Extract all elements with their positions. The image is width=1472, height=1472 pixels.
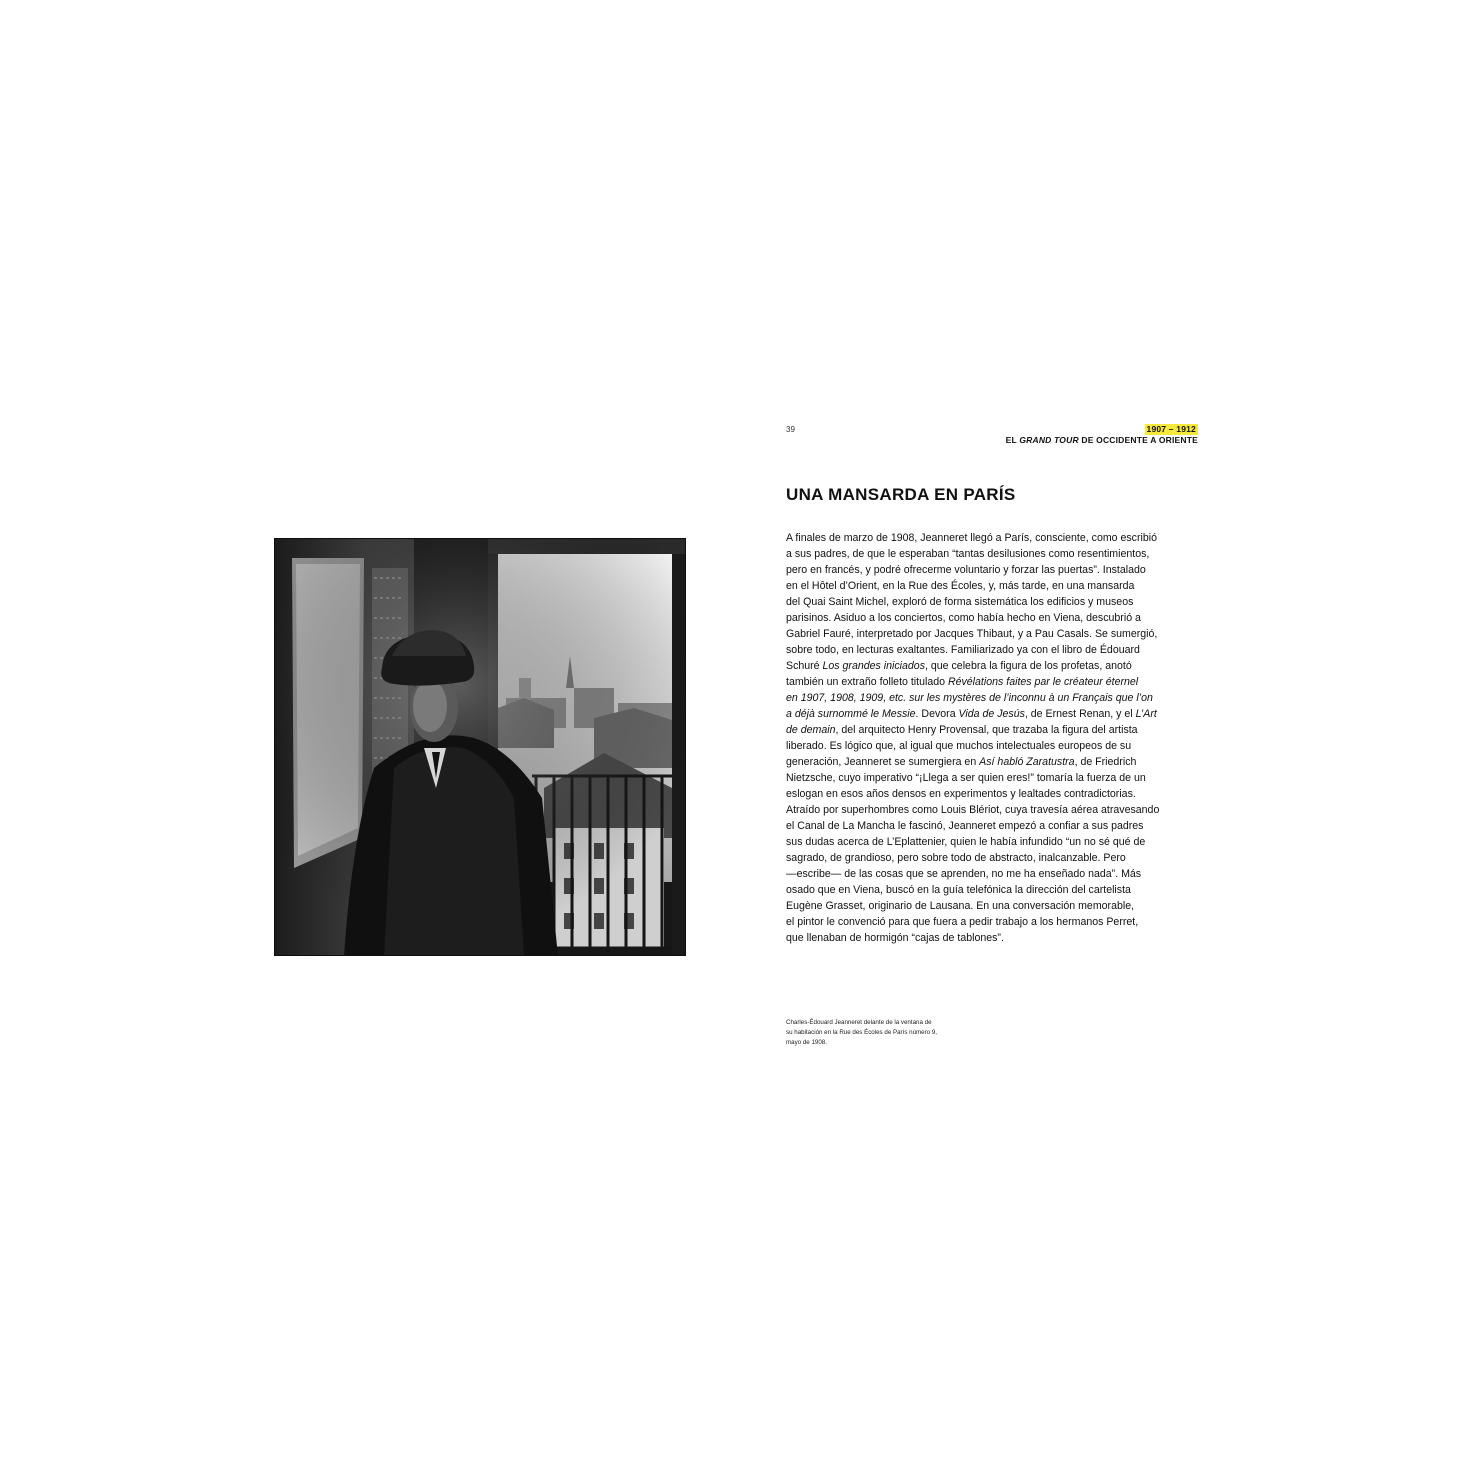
body-line: [786, 802, 1206, 818]
body-line: [786, 578, 1206, 594]
body-line: [786, 882, 1206, 898]
page-number: 39: [786, 425, 795, 434]
article-title: UNA MANSARDA EN PARÍS: [786, 485, 1016, 504]
body-line: [786, 930, 1206, 946]
body-italic-run: Vida de Jesús: [958, 708, 1025, 720]
body-run: Atraído por superhombres como Louis Blériot, cuya travesía aérea atravesando: [786, 804, 1160, 816]
section-title-after: DE OCCIDENTE A ORIENTE: [1078, 435, 1198, 445]
body-run: Gabriel Fauré, interpretado por Jacques Thibaut, y a Pau Casals. Se sumergió,: [786, 628, 1158, 640]
section-title-before: EL: [1005, 435, 1020, 445]
body-line: [786, 834, 1206, 850]
body-run: , de Ernest Renan, y el: [1024, 708, 1136, 720]
photo-caption: [786, 1018, 937, 1048]
body-italic-run: de demain: [786, 724, 836, 736]
body-run: que llenaban de hormigón “cajas de tablones”.: [786, 932, 1004, 944]
body-run: generación, Jeanneret se sumergiera en: [786, 756, 980, 768]
body-line: [786, 738, 1206, 754]
body-italic-run: Révélations faites par le créateur éternel: [947, 676, 1139, 688]
body-run: también un extraño folleto titulado: [786, 676, 948, 688]
body-run: . Devora: [915, 708, 959, 720]
photo-illustration: [274, 538, 686, 956]
caption-line: Charles-Édouard Jeanneret delante de la ventana de: [786, 1019, 932, 1026]
caption-line: mayo de 1908.: [786, 1039, 827, 1046]
body-line: [786, 658, 1206, 674]
body-italic-run: Así habló Zaratustra: [979, 756, 1075, 768]
body-run: pero en francés, y podré ofrecerme voluntario y forzar las puertas”. Instalado: [786, 564, 1146, 576]
body-run: el Canal de La Mancha le fascinó, Jeanneret empezó a confiar a sus padres: [786, 820, 1144, 832]
body-line: [786, 674, 1206, 690]
body-run: eslogan en esos años densos en experimentos y lealtades contradictorias.: [786, 788, 1136, 800]
section-title: [1006, 435, 1198, 446]
body-line: [786, 770, 1206, 786]
section-title-italic: GRAND TOUR: [1019, 435, 1079, 445]
body-italic-run: Los grandes iniciados: [822, 660, 925, 672]
body-run: A finales de marzo de 1908, Jeanneret llegó a París, consciente, como escribió: [786, 532, 1157, 544]
body-line: [786, 850, 1206, 866]
body-line: [786, 866, 1206, 882]
body-line: [786, 594, 1206, 610]
body-run: el pintor le convenció para que fuera a pedir trabajo a los hermanos Perret,: [786, 916, 1139, 928]
body-run: —escribe— de las cosas que se aprenden, no me ha enseñado nada”. Más: [786, 868, 1142, 880]
body-line: [786, 546, 1206, 562]
body-line: [786, 818, 1206, 834]
body-run: a sus padres, de que le esperaban “tantas desilusiones como resentimientos,: [786, 548, 1150, 560]
body-line: [786, 914, 1206, 930]
body-italic-run: L’Art: [1135, 708, 1157, 720]
body-run: Nietzsche, cuyo imperativo “¡Llega a ser quien eres!” tomaría la fuerza de un: [786, 772, 1146, 784]
body-run: , que celebra la figura de los profetas, anotó: [925, 660, 1132, 672]
body-line: [786, 786, 1206, 802]
body-run: Eugène Grasset, originario de Lausana. En una conversación memorable,: [786, 900, 1135, 912]
body-run: Schuré: [786, 660, 823, 672]
caption-line: su habitación en la Rue des Écoles de París número 9,: [786, 1029, 937, 1036]
body-line: [786, 530, 1206, 546]
body-run: liberado. Es lógico que, al igual que muchos intelectuales europeos de su: [786, 740, 1132, 752]
body-line: [786, 898, 1206, 914]
body-line: [786, 562, 1206, 578]
body-run: sus dudas acerca de L’Eplattenier, quien le había infundido “un no sé qué de: [786, 836, 1146, 848]
body-run: osado que en Viena, buscó en la guía telefónica la dirección del cartelista: [786, 884, 1131, 896]
body-run: en el Hôtel d’Orient, en la Rue des Écoles, y, más tarde, en una mansarda: [786, 580, 1135, 592]
body-line: [786, 642, 1206, 658]
body-line: [786, 706, 1206, 722]
body-line: [786, 722, 1206, 738]
body-run: , de Friedrich: [1074, 756, 1137, 768]
body-run: sagrado, de grandioso, pero sobre todo de abstracto, inalcanzable. Pero: [786, 852, 1126, 864]
photograph-jeanneret-window: [274, 538, 686, 956]
body-run: parisinos. Asiduo a los conciertos, como había hecho en Viena, descubrió a: [786, 612, 1141, 624]
body-line: [786, 754, 1206, 770]
body-line: [786, 690, 1206, 706]
body-text: [786, 530, 1206, 946]
body-italic-run: en 1907, 1908, 1909, etc. sur les mystères de l’inconnu à un Français que l’on: [786, 692, 1153, 704]
body-line: [786, 626, 1206, 642]
body-run: sobre todo, en lecturas exaltantes. Familiarizado ya con el libro de Édouard: [786, 644, 1140, 656]
body-line: [786, 610, 1206, 626]
body-run: del Quai Saint Michel, exploró de forma sistemática los edificios y museos: [786, 596, 1134, 608]
years-badge: 1907 – 1912: [1146, 424, 1196, 434]
body-run: , del arquitecto Henry Provensal, que trazaba la figura del artista: [835, 724, 1138, 736]
body-italic-run: a déjà surnommé le Messie: [786, 708, 916, 720]
section-header: [1006, 424, 1198, 446]
